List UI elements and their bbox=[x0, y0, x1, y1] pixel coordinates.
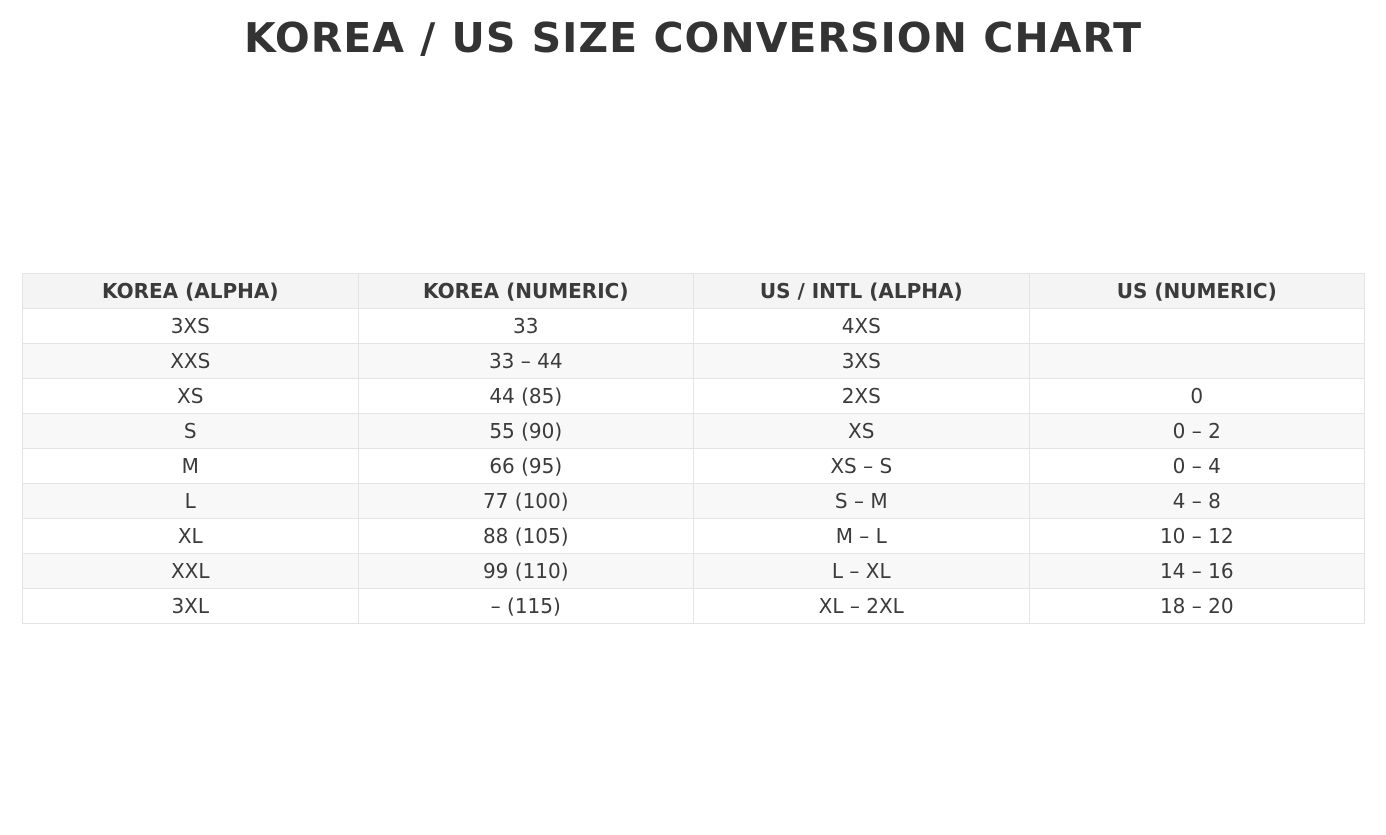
table-cell: 88 (105) bbox=[358, 519, 694, 554]
table-header bbox=[23, 274, 1365, 309]
table-row bbox=[23, 344, 1365, 379]
table-cell: – (115) bbox=[358, 589, 694, 624]
table-cell: 2XS bbox=[694, 379, 1030, 414]
table-row bbox=[23, 309, 1365, 344]
table-cell: 44 (85) bbox=[358, 379, 694, 414]
table-cell: 3XL bbox=[23, 589, 359, 624]
table-cell: L bbox=[23, 484, 359, 519]
table-cell: 14 – 16 bbox=[1029, 554, 1365, 589]
header-row bbox=[23, 274, 1365, 309]
size-conversion-table bbox=[22, 273, 1365, 624]
table-cell: 33 bbox=[358, 309, 694, 344]
table-cell: XXS bbox=[23, 344, 359, 379]
table-cell: 55 (90) bbox=[358, 414, 694, 449]
table-cell: 18 – 20 bbox=[1029, 589, 1365, 624]
table-cell: XS bbox=[694, 414, 1030, 449]
table-cell: 3XS bbox=[694, 344, 1030, 379]
size-conversion-table-container bbox=[22, 273, 1365, 624]
table-cell: 77 (100) bbox=[358, 484, 694, 519]
table-cell: 4XS bbox=[694, 309, 1030, 344]
table-row bbox=[23, 379, 1365, 414]
table-cell: XL bbox=[23, 519, 359, 554]
table-row bbox=[23, 449, 1365, 484]
table-cell: M – L bbox=[694, 519, 1030, 554]
column-header-korea-alpha: KOREA (ALPHA) bbox=[23, 274, 359, 309]
table-cell: S bbox=[23, 414, 359, 449]
column-header-us-numeric: US (NUMERIC) bbox=[1029, 274, 1365, 309]
table-cell: 4 – 8 bbox=[1029, 484, 1365, 519]
table-row bbox=[23, 554, 1365, 589]
column-header-korea-numeric: KOREA (NUMERIC) bbox=[358, 274, 694, 309]
table-row bbox=[23, 484, 1365, 519]
table-cell: 10 – 12 bbox=[1029, 519, 1365, 554]
table-cell: XS bbox=[23, 379, 359, 414]
table-cell bbox=[1029, 309, 1365, 344]
table-cell: 3XS bbox=[23, 309, 359, 344]
table-row bbox=[23, 414, 1365, 449]
column-header-us-intl-alpha: US / INTL (ALPHA) bbox=[694, 274, 1030, 309]
table-cell: 0 – 2 bbox=[1029, 414, 1365, 449]
table-cell: 66 (95) bbox=[358, 449, 694, 484]
table-cell: XS – S bbox=[694, 449, 1030, 484]
table-cell: 33 – 44 bbox=[358, 344, 694, 379]
table-cell: M bbox=[23, 449, 359, 484]
page-title: KOREA / US SIZE CONVERSION CHART bbox=[243, 14, 1143, 62]
table-row bbox=[23, 519, 1365, 554]
table-cell: 0 bbox=[1029, 379, 1365, 414]
table-cell bbox=[1029, 344, 1365, 379]
table-cell: XL – 2XL bbox=[694, 589, 1030, 624]
table-cell: 0 – 4 bbox=[1029, 449, 1365, 484]
table-cell: XXL bbox=[23, 554, 359, 589]
table-cell: 99 (110) bbox=[358, 554, 694, 589]
table-cell: S – M bbox=[694, 484, 1030, 519]
table-row bbox=[23, 589, 1365, 624]
table-cell: L – XL bbox=[694, 554, 1030, 589]
table-body bbox=[23, 309, 1365, 624]
